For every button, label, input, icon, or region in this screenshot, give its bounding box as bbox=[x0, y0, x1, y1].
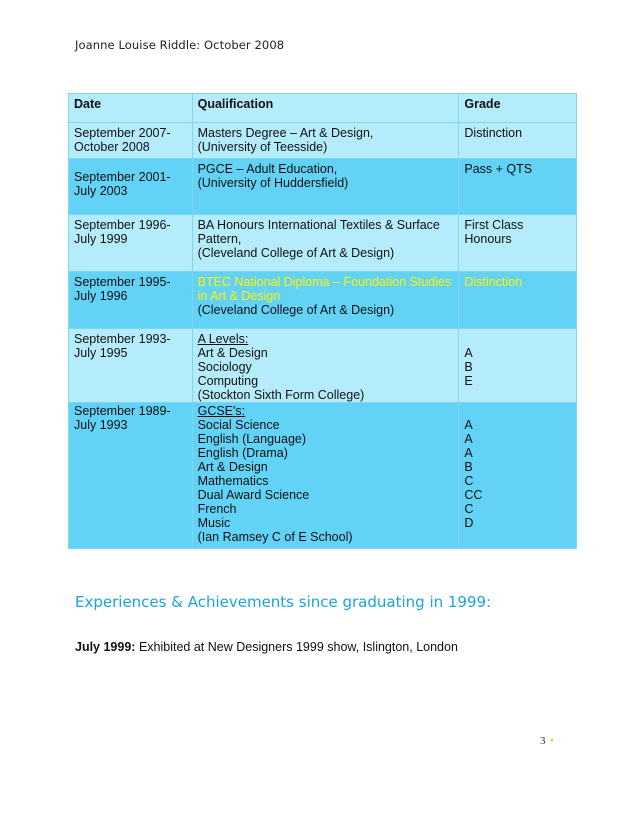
experience-entry bbox=[75, 640, 458, 654]
date-line: September 2007- bbox=[74, 126, 171, 140]
grade-line: Distinction bbox=[464, 126, 523, 140]
grade-line: Honours bbox=[464, 232, 512, 246]
table-row bbox=[69, 123, 577, 159]
grade-line: Distinction bbox=[464, 275, 523, 289]
qualification-line: (Ian Ramsey C of E School) bbox=[197, 530, 353, 544]
qualification-line: Computing bbox=[197, 374, 259, 388]
grade-line: C bbox=[464, 474, 474, 488]
table-row bbox=[69, 272, 577, 329]
table-row bbox=[69, 329, 577, 403]
qualification-line: Sociology bbox=[197, 360, 252, 374]
qualification-line: GCSE's: bbox=[197, 404, 246, 418]
date-line: July 1999 bbox=[74, 232, 128, 246]
qualification-line: (University of Huddersfield) bbox=[197, 176, 349, 190]
entry-text: Exhibited at New Designers 1999 show, Islington, London bbox=[138, 640, 458, 654]
grade-line: A bbox=[464, 432, 473, 446]
grade-cell bbox=[459, 215, 577, 272]
qualification-line: English (Drama) bbox=[197, 446, 288, 460]
entry-date: July 1999: bbox=[75, 640, 136, 654]
column-header-grade: Grade bbox=[459, 94, 577, 123]
table-header-row bbox=[69, 94, 577, 123]
date-line: October 2008 bbox=[74, 140, 150, 154]
date-cell bbox=[69, 272, 193, 329]
grade-line: C bbox=[464, 502, 474, 516]
qualification-line: PGCE – Adult Education, bbox=[197, 162, 338, 176]
qualification-line: Dual Award Science bbox=[197, 488, 310, 502]
qualification-line: Art & Design bbox=[197, 460, 268, 474]
date-line: July 1996 bbox=[74, 289, 128, 303]
qualification-line: (University of Teesside) bbox=[197, 140, 328, 154]
grade-line: B bbox=[464, 460, 473, 474]
page-number-value: 3 bbox=[540, 735, 546, 747]
grade-line: A bbox=[464, 418, 473, 432]
page-header: Joanne Louise Riddle: October 2008 bbox=[75, 38, 285, 52]
grade-cell bbox=[459, 272, 577, 329]
qualification-cell bbox=[192, 403, 459, 549]
grade-cell bbox=[459, 159, 577, 215]
qualification-line: (Cleveland College of Art & Design) bbox=[197, 303, 395, 317]
grade-line: First Class bbox=[464, 218, 524, 232]
grade-line: B bbox=[464, 360, 473, 374]
table-row bbox=[69, 215, 577, 272]
qualification-cell bbox=[192, 215, 459, 272]
date-cell bbox=[69, 123, 193, 159]
qualification-line: Masters Degree – Art & Design, bbox=[197, 126, 374, 140]
qualification-line: A Levels: bbox=[197, 332, 249, 346]
date-line: July 1995 bbox=[74, 346, 128, 360]
qualification-cell bbox=[192, 329, 459, 403]
qualifications-table bbox=[68, 93, 577, 549]
table-row bbox=[69, 403, 577, 549]
grade-line: E bbox=[464, 374, 473, 388]
qualification-cell bbox=[192, 272, 459, 329]
grade-line: CC bbox=[464, 488, 483, 502]
grade-line: A bbox=[464, 346, 473, 360]
date-cell bbox=[69, 159, 193, 215]
qualification-line: Mathematics bbox=[197, 474, 269, 488]
grade-line: Pass + QTS bbox=[464, 162, 533, 176]
column-header-qualification: Qualification bbox=[192, 94, 459, 123]
qualification-line: (Cleveland College of Art & Design) bbox=[197, 246, 395, 260]
qualification-line: Social Science bbox=[197, 418, 280, 432]
date-line: September 1993- bbox=[74, 332, 171, 346]
date-cell bbox=[69, 215, 193, 272]
qualification-line: (Stockton Sixth Form College) bbox=[197, 388, 365, 402]
date-line: September 1996- bbox=[74, 218, 171, 232]
bullet-icon: • bbox=[550, 736, 554, 747]
qualification-cell bbox=[192, 123, 459, 159]
grade-line: D bbox=[464, 516, 474, 530]
date-line: September 1989- bbox=[74, 404, 171, 418]
qualification-line: BTEC National Diploma – Foundation Studies bbox=[197, 275, 452, 289]
table-row bbox=[69, 159, 577, 215]
qualification-line: Pattern, bbox=[197, 232, 242, 246]
date-line: July 2003 bbox=[74, 184, 128, 198]
qualification-line: French bbox=[197, 502, 237, 516]
date-line: September 1995- bbox=[74, 275, 171, 289]
date-cell bbox=[69, 403, 193, 549]
grade-line: A bbox=[464, 446, 473, 460]
page-number bbox=[540, 735, 554, 747]
grade-cell bbox=[459, 123, 577, 159]
column-header-date: Date bbox=[69, 94, 193, 123]
qualification-cell bbox=[192, 159, 459, 215]
date-cell bbox=[69, 329, 193, 403]
qualification-line: in Art & Design bbox=[197, 289, 281, 303]
section-heading: Experiences & Achievements since graduating in 1999: bbox=[75, 593, 492, 611]
grade-cell bbox=[459, 403, 577, 549]
qualification-line: English (Language) bbox=[197, 432, 307, 446]
date-line: September 2001- bbox=[74, 170, 171, 184]
qualification-line: BA Honours International Textiles & Surface bbox=[197, 218, 440, 232]
qualification-line: Art & Design bbox=[197, 346, 268, 360]
grade-cell bbox=[459, 329, 577, 403]
qualification-line: Music bbox=[197, 516, 231, 530]
date-line: July 1993 bbox=[74, 418, 128, 432]
